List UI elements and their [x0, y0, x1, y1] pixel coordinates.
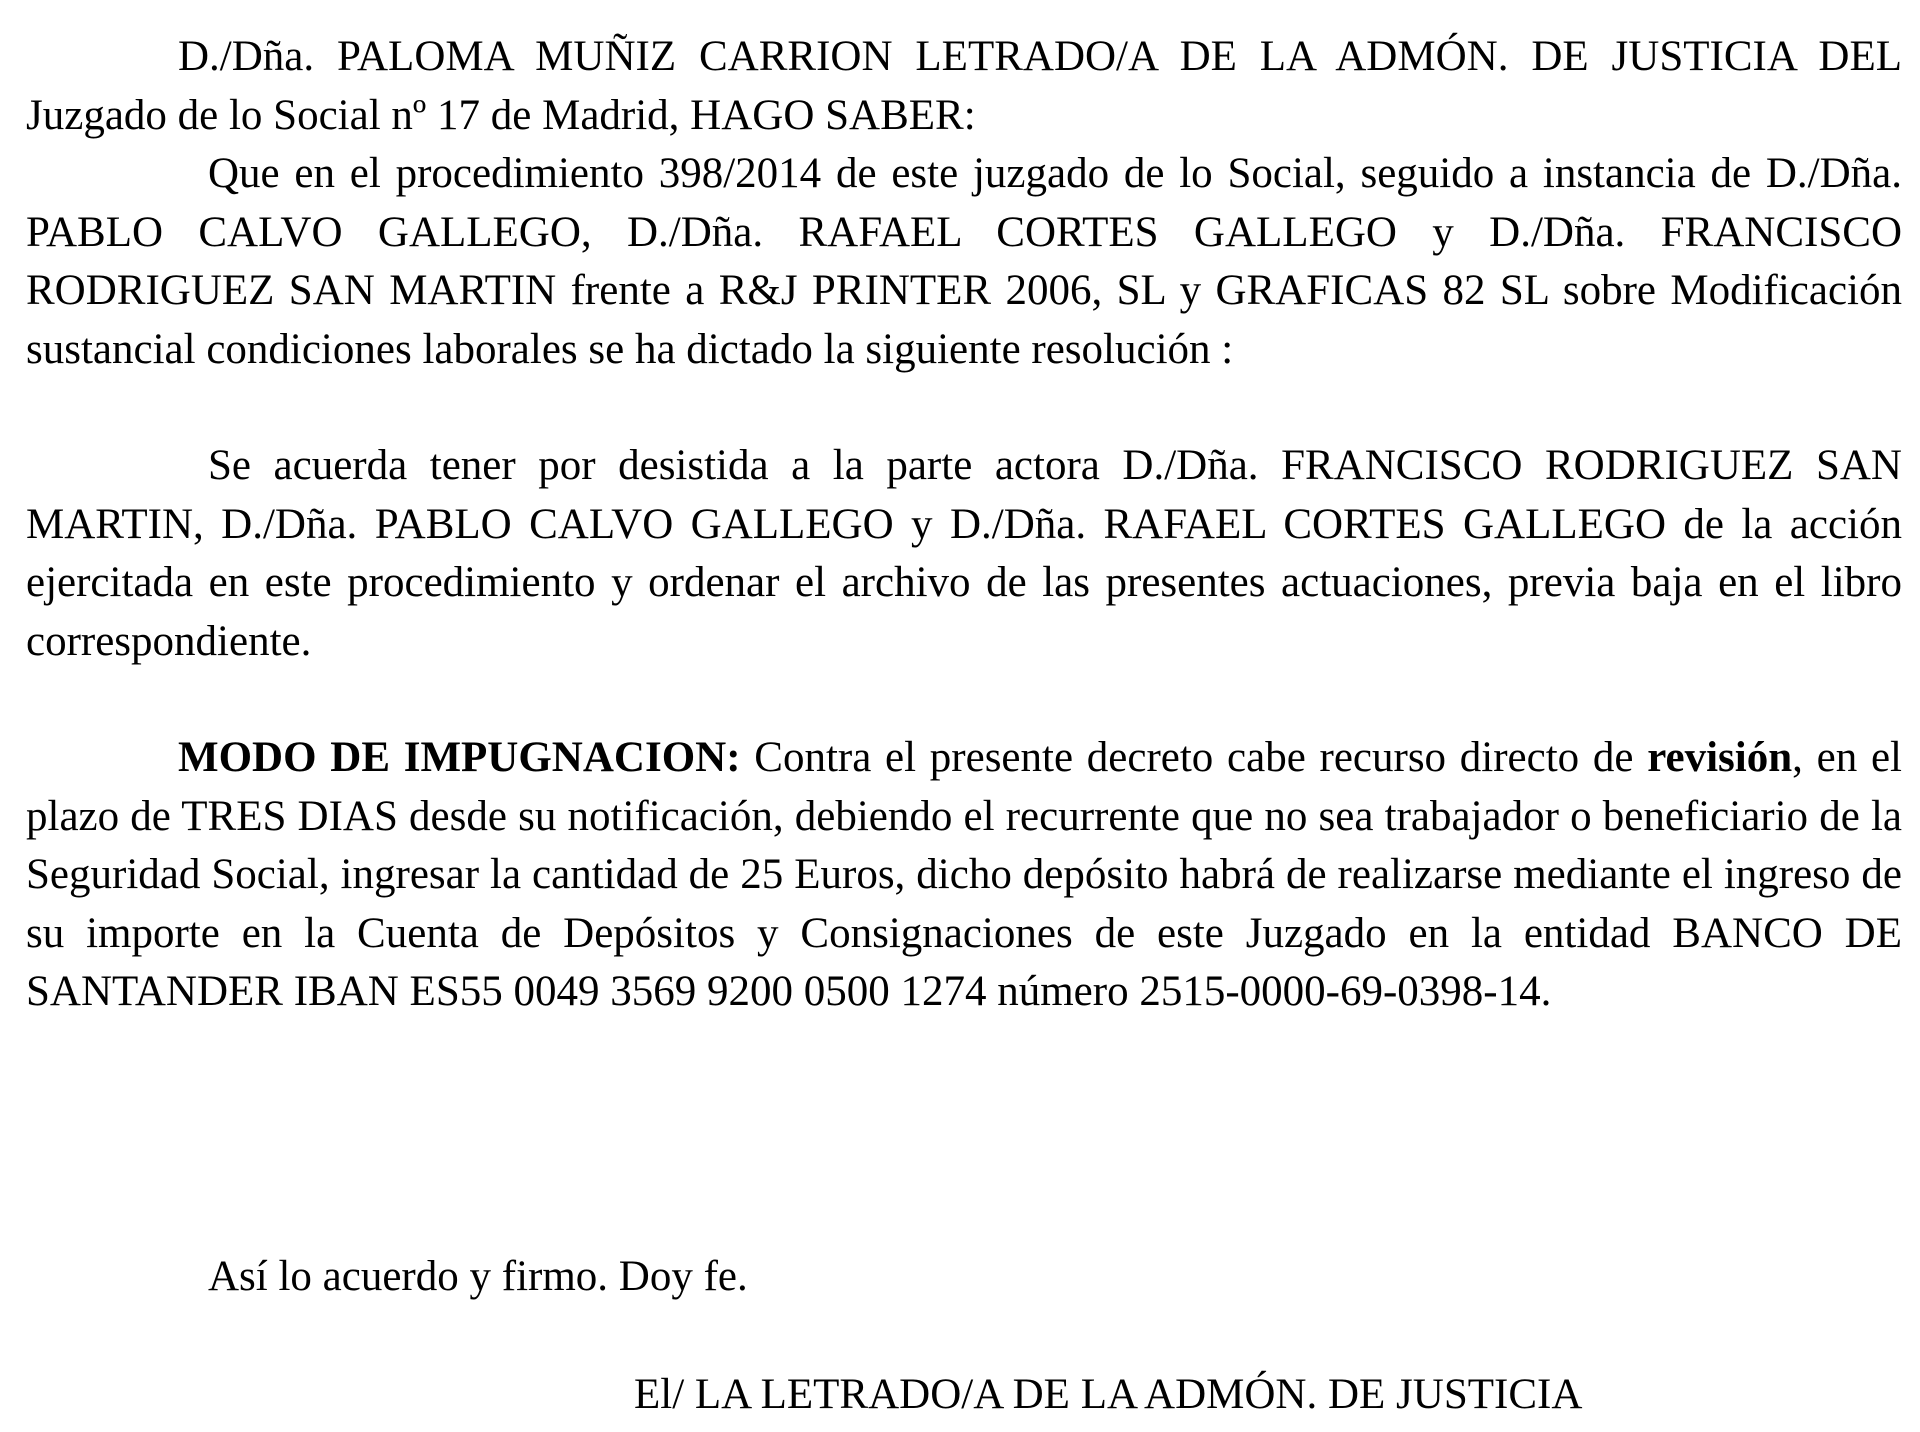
- closing-line: Así lo acuerdo y firmo. Doy fe.: [208, 1253, 748, 1300]
- signature-line: El/ LA LETRADO/A DE LA ADMÓN. DE JUSTICIA: [634, 1371, 1583, 1418]
- resolution-paragraph: Se acuerda tener por desistida a la parte actora D./Dña. FRANCISCO RODRIGUEZ SAN MARTIN, D./Dña. PABLO CALVO GALLEGO y D./Dña. RAFAEL CORTES GALLEGO de la acción ejercitada en este procedimiento y ordenar el archivo de las presentes actuaciones, previa baja en el libro correspondiente.: [26, 442, 1902, 665]
- impugnacion-text-2: , en el plazo de TRES DIAS desde su notificación, debiendo el recurrente que no sea trabajador o beneficiario de la Seguridad Social, ingresar la cantidad de 25 Euros, dicho depósito habrá de realizarse mediante el ingreso de su importe en la Cuenta de Depósitos y Consignaciones de este Juzgado en la entidad BANCO DE SANTANDER IBAN ES55 0049 3569 9200 0500 1274 número 2515-0000-69-0398-14.: [26, 734, 1902, 1015]
- document-body: [26, 28, 1902, 1022]
- intro-paragraph: Que en el procedimiento 398/2014 de este juzgado de lo Social, seguido a instancia de D./Dña. PABLO CALVO GALLEGO, D./Dña. RAFAEL CORTES GALLEGO y D./Dña. FRANCISCO RODRIGUEZ SAN MARTIN frente a R&J PRINTER 2006, SL y GRAFICAS 82 SL sobre Modificación sustancial condiciones laborales se ha dictado la siguiente resolución :: [26, 150, 1902, 373]
- revision-keyword: revisión: [1647, 734, 1793, 781]
- header-paragraph: D./Dña. PALOMA MUÑIZ CARRION LETRADO/A DE LA ADMÓN. DE JUSTICIA DEL Juzgado de lo Social nº 17 de Madrid, HAGO SABER:: [26, 33, 1902, 139]
- impugnacion-text-1: Contra el presente decreto cabe recurso directo de: [740, 734, 1648, 781]
- impugnacion-heading: MODO DE IMPUGNACION:: [178, 734, 741, 781]
- impugnacion-paragraph: [26, 729, 1902, 1022]
